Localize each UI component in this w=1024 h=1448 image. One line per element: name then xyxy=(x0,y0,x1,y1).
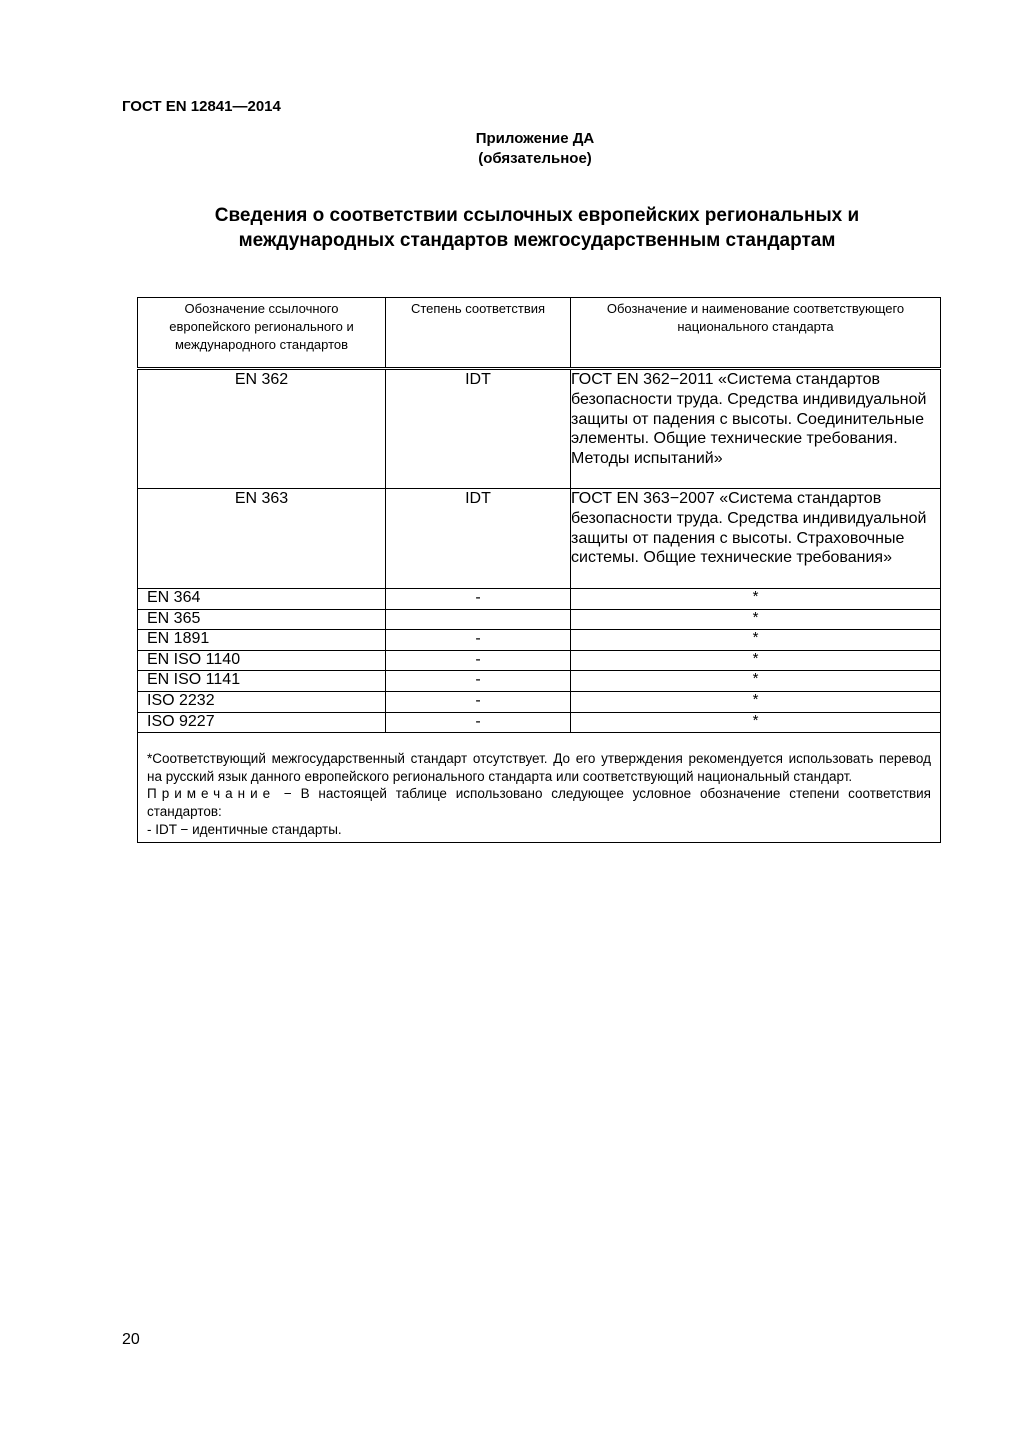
cell-national: * xyxy=(571,589,941,610)
page-number: 20 xyxy=(122,1331,140,1348)
table-row xyxy=(138,630,941,651)
cell-reference: EN ISO 1141 xyxy=(138,671,386,692)
cell-national: ГОСТ EN 362−2011 «Система стандартов безопасности труда. Средства индивидуальной защиты от падения с высоты. Соединительные элементы. Общие технические требования. Методы испытаний» xyxy=(571,369,941,489)
cell-degree: - xyxy=(386,691,571,712)
cell-reference: EN 1891 xyxy=(138,630,386,651)
table-row xyxy=(138,671,941,692)
note-label: Примечание xyxy=(147,786,276,802)
cell-degree: - xyxy=(386,589,571,610)
cell-reference: EN 365 xyxy=(138,609,386,630)
table-row xyxy=(138,712,941,733)
table-row xyxy=(138,609,941,630)
cell-national: * xyxy=(571,691,941,712)
cell-reference: EN ISO 1140 xyxy=(138,650,386,671)
annex-title: Приложение ДА xyxy=(475,130,595,147)
table-row xyxy=(138,589,941,610)
column-header-reference: Обозначение ссылочного европейского регионального и международного стандартов xyxy=(138,298,386,369)
cell-national: * xyxy=(571,630,941,651)
cell-national: * xyxy=(571,712,941,733)
cell-national: ГОСТ EN 363−2007 «Система стандартов безопасности труда. Средства индивидуальной защиты от падения с высоты. Страховочные системы. Общие технические требования» xyxy=(571,489,941,589)
title-line-1: Сведения о соответствии ссылочных европейских региональных и xyxy=(214,205,860,226)
cell-degree: - xyxy=(386,671,571,692)
cell-reference: EN 362 xyxy=(138,369,386,489)
standards-table xyxy=(137,297,941,843)
table-row xyxy=(138,650,941,671)
annex-type: (обязательное) xyxy=(478,150,592,167)
note-text: − В настоящей таблице использовано следующее условное обозначение степени соответствия стандартов: xyxy=(147,786,931,819)
table-row xyxy=(138,369,941,489)
note-item: - IDT − идентичные стандарты. xyxy=(147,821,342,837)
title-line-2: международных стандартов межгосударственным стандартам xyxy=(238,230,836,251)
table-notes-row xyxy=(138,733,941,843)
cell-degree: IDT xyxy=(386,369,571,489)
table-notes xyxy=(138,733,941,843)
cell-national: * xyxy=(571,671,941,692)
cell-reference: EN 364 xyxy=(138,589,386,610)
annex-heading xyxy=(430,129,640,169)
footnote-text: *Соответствующий межгосударственный стандарт отсутствует. До его утверждения рекомендуется использовать перевод на русский язык данного европейского регионального стандарта или соответствующий национальный стандарт. xyxy=(147,751,931,784)
note-paragraph xyxy=(147,785,931,820)
cell-reference: ISO 2232 xyxy=(138,691,386,712)
document-id: ГОСТ EN 12841—2014 xyxy=(122,98,281,115)
table-row xyxy=(138,691,941,712)
column-header-national: Обозначение и наименование соответствующего национального стандарта xyxy=(571,298,941,369)
page-title xyxy=(130,203,944,253)
cell-degree: IDT xyxy=(386,489,571,589)
cell-national: * xyxy=(571,609,941,630)
cell-degree: - xyxy=(386,712,571,733)
cell-reference: EN 363 xyxy=(138,489,386,589)
table-row xyxy=(138,489,941,589)
cell-degree: - xyxy=(386,630,571,651)
table-header-row xyxy=(138,298,941,369)
cell-national: * xyxy=(571,650,941,671)
cell-reference: ISO 9227 xyxy=(138,712,386,733)
cell-degree xyxy=(386,609,571,630)
cell-degree: - xyxy=(386,650,571,671)
column-header-degree: Степень соответствия xyxy=(386,298,571,369)
